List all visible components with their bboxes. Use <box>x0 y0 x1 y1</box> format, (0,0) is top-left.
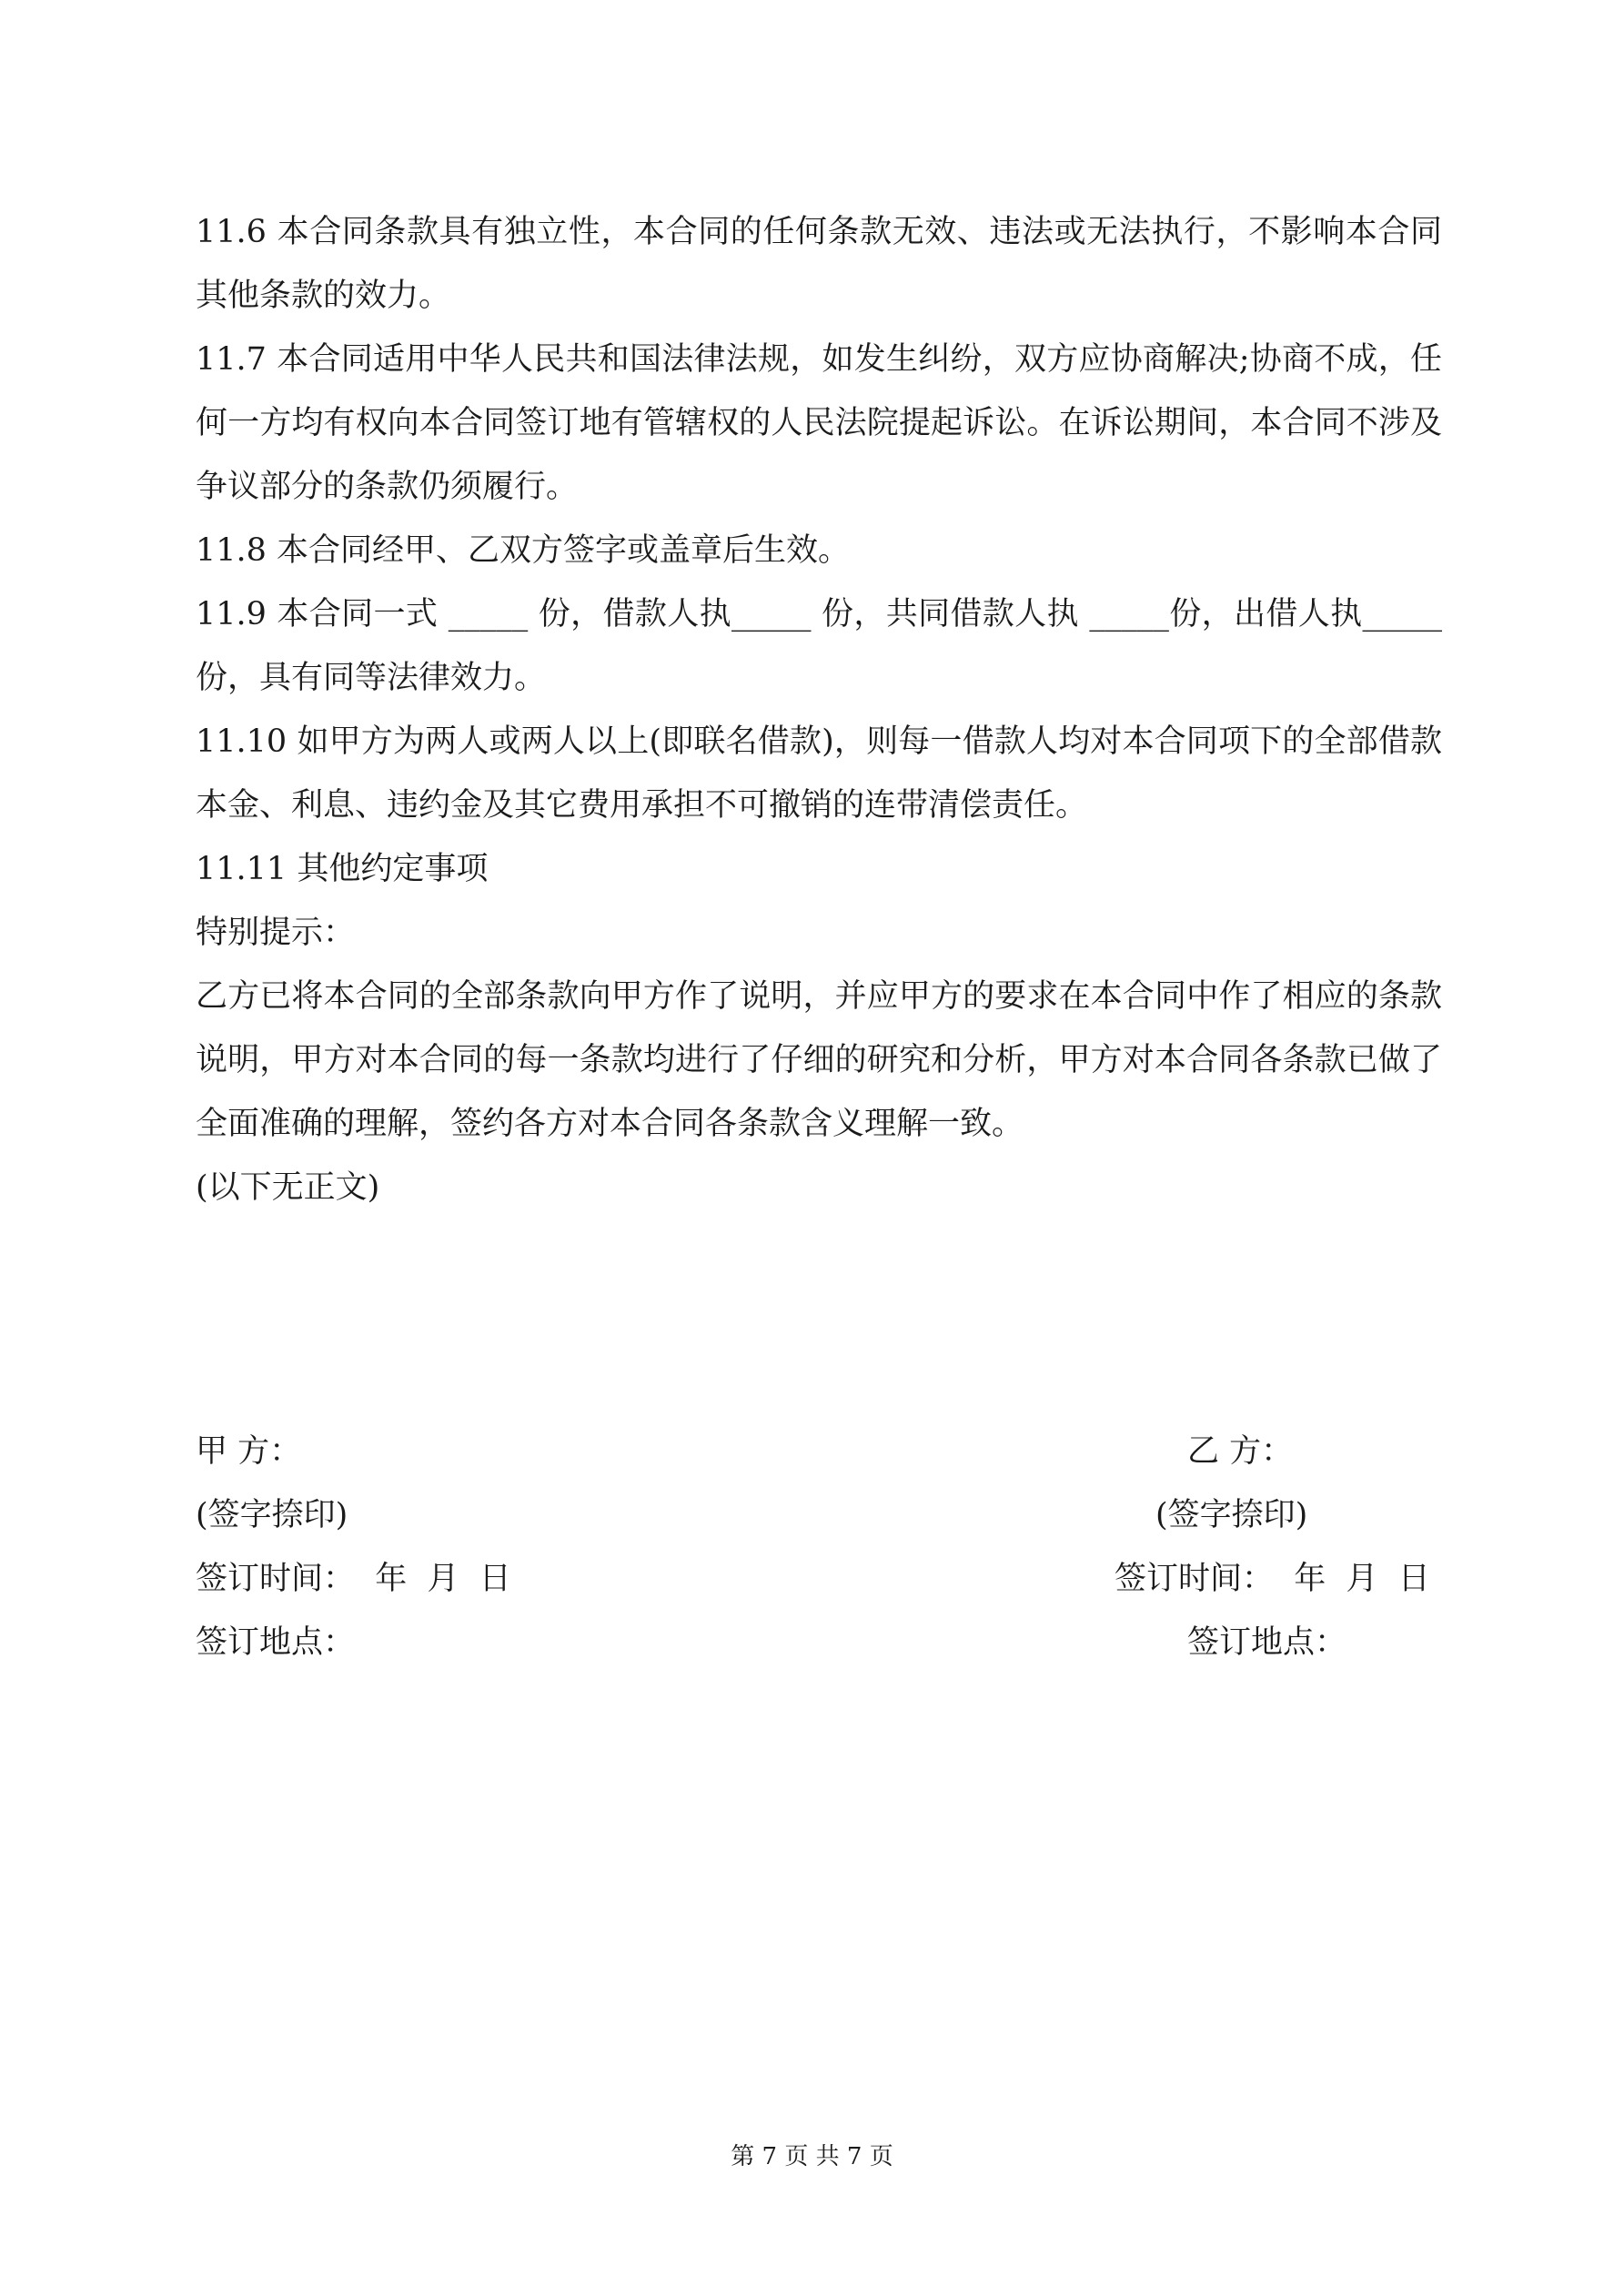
party-a-place: 签订地点： <box>196 1624 356 1661</box>
party-a-label: 甲 方： <box>196 1433 302 1470</box>
party-b-label: 乙 方： <box>1187 1433 1294 1470</box>
party-a-date: 签订时间： 年 月 日 <box>196 1561 511 1597</box>
page-footer: 第 7 页 共 7 页 <box>731 2143 893 2170</box>
contract-body <box>196 200 1442 1219</box>
clause-11-9: 11.9 本合同一式 _____ 份，借款人执_____ 份，共同借款人执 _____份，出借人执_____份，具有同等法律效力。 <box>196 596 1442 696</box>
clause-11-10: 11.10 如甲方为两人或两人以上(即联名借款)，则每一借款人均对本合同项下的全部借款本金、利息、违约金及其它费用承担不可撤销的连带清偿责任。 <box>196 723 1442 824</box>
clause-11-6: 11.6 本合同条款具有独立性，本合同的任何条款无效、违法或无法执行，不影响本合同其他条款的效力。 <box>196 214 1442 314</box>
party-b-place: 签订地点： <box>1187 1624 1347 1661</box>
party-b-signature-block <box>1115 1420 1430 1674</box>
clause-11-8: 11.8 本合同经甲、乙双方签字或盖章后生效。 <box>196 532 851 569</box>
clause-11-7: 11.7 本合同适用中华人民共和国法律法规，如发生纠纷，双方应协商解决;协商不成，任何一方均有权向本合同签订地有管辖权的人民法院提起诉讼。在诉讼期间，本合同不涉及争议部分的条款仍须履行。 <box>196 341 1442 505</box>
party-b-sign: (签字捺印) <box>1155 1497 1308 1533</box>
party-a-sign: (签字捺印) <box>196 1497 348 1533</box>
party-a-signature-block <box>196 1420 511 1674</box>
clause-11-11: 11.11 其他约定事项 <box>196 851 489 887</box>
end-of-text: (以下无正文) <box>196 1169 380 1206</box>
notice-heading: 特别提示： <box>196 915 356 951</box>
party-b-date: 签订时间： 年 月 日 <box>1115 1561 1430 1597</box>
notice-text: 乙方已将本合同的全部条款向甲方作了说明，并应甲方的要求在本合同中作了相应的条款说明，甲方对本合同的每一条款均进行了仔细的研究和分析，甲方对本合同各条款已做了全面准确的理解，签约各方对本合同各条款含义理解一致。 <box>196 978 1442 1142</box>
